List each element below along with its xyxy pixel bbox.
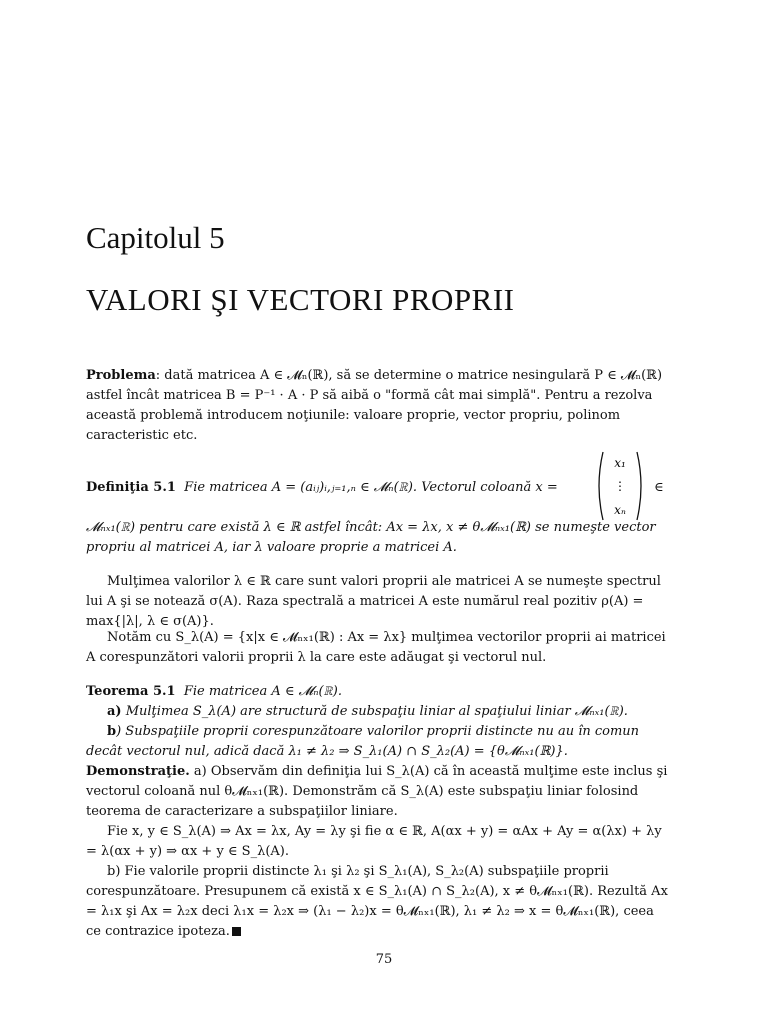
theorem-part-a: Mulţimea S_λ(A) are structură de subspaţiu liniar al spaţiului liniar 𝓜ₙₓ₁(ℝ). <box>125 704 628 719</box>
proof-part-b: b) Fie valorile proprii distincte λ₁ şi λ₂ şi S_λ₁(A), S_λ₂(A) subspaţiile proprii corespunzătoare. Presupunem că există x ∈ S_λ₁(A) ∩ S_λ₂(A), x ≠ θ𝓜ₙₓ₁(ℝ). Rezultă Ax = λ₁x şi Ax = λ₂x deci λ₁x = λ₂x ⇒ (λ₁ − λ₂)x = θ𝓜ₙₓ₁(ℝ), λ₁ ≠ λ₂ ⇒ x = θ𝓜ₙₓ₁(ℝ), ceea ce contrazice ipoteza. <box>86 864 668 939</box>
intro-lead: Problema <box>86 368 156 383</box>
theorem-statement: Fie matricea A ∈ 𝓜ₙ(ℝ). <box>183 684 342 699</box>
definition-line1: Fie matricea A = (aᵢⱼ)ᵢ,ⱼ₌₁,ₙ ∈ 𝓜ₙ(ℝ). Vectorul coloană x = <box>184 480 558 495</box>
theorem-label: Teorema 5.1 <box>86 684 176 699</box>
vector-top-entry: x₁ <box>614 456 626 470</box>
spectrum-paragraph <box>86 572 668 632</box>
page-number: 75 <box>375 952 393 967</box>
chapter-title: VALORI ŞI VECTORI PROPRII <box>86 282 515 317</box>
theorem-part-a-label: a) <box>107 704 122 719</box>
spectrum-text: Mulţimea valorilor λ ∈ ℝ care sunt valori proprii ale matricei A se numeşte spectrul lui A şi se notează σ(A). Raza spectrală a matricei A este numărul real pozitiv ρ(A) = max{|λ|, λ ∈ σ(A)}. <box>86 574 661 629</box>
theorem-part-b: ) Subspaţiile proprii corespunzătoare valorilor proprii distincte nu au în comun decât vectorul nul, adică dacă λ₁ ≠ λ₂ ⇒ S_λ₁(A) ∩ S_λ₂(A) = {θ𝓜ₙₓ₁(ℝ)}. <box>86 724 640 759</box>
subspace-paragraph <box>86 628 668 668</box>
theorem-part-b-label: b <box>107 724 117 739</box>
intro-text: : dată matricea A ∈ 𝓜ₙ(ℝ), să se determine o matrice nesingulară P ∈ 𝓜ₙ(ℝ) astfel încât matricea B = P⁻¹ · A · P să aibă o "formă cât mai simplă". Pentru a rezolva această problemă introducem noţiunile: valoare proprie, vector propriu, polinom caracteristic etc. <box>86 368 663 443</box>
definition-line2: 𝓜ₙₓ₁(ℝ) pentru care există λ ∈ ℝ astfel încât: Ax = λx, x ≠ θ𝓜ₙₓ₁(ℝ) se numeşte vector propriu al matricei A, iar λ valoare proprie a matricei A. <box>86 520 656 555</box>
subspace-text: Notăm cu S_λ(A) = {x|x ∈ 𝓜ₙₓ₁(ℝ) : Ax = λx} mulţimea vectorilor proprii ai matricei A corespunzători valorii proprii λ la care este adăugat şi vectorul nul. <box>86 630 666 665</box>
vector-mid-entry: ⋮ <box>614 479 626 493</box>
definition-label: Definiţia 5.1 <box>86 480 176 495</box>
qed-square-icon <box>232 927 241 936</box>
theorem-block <box>86 682 668 762</box>
column-vector-parentheses <box>594 450 646 522</box>
column-vector <box>594 450 646 522</box>
definition-continuation <box>86 518 668 558</box>
proof-label: Demonstraţie. <box>86 764 190 779</box>
proof-membership: Fie x, y ∈ S_λ(A) ⇒ Ax = λx, Ay = λy şi fie α ∈ ℝ, A(αx + y) = αAx + Ay = α(λx) + λy = λ(αx + y) ⇒ αx + y ∈ S_λ(A). <box>86 824 662 859</box>
proof-part-a: a) Observăm din definiţia lui S_λ(A) că în această mulţime este inclus şi vectorul coloană nul θ𝓜ₙₓ₁(ℝ). Demonstrăm că S_λ(A) este subspaţiu liniar folosind teorema de caracterizare a subspaţiilor liniare. <box>86 764 668 819</box>
vector-bottom-entry: xₙ <box>614 503 626 517</box>
intro-paragraph <box>86 366 668 446</box>
chapter-label: Capitolul 5 <box>86 220 225 255</box>
definition-first-line <box>86 478 592 498</box>
definition-in-symbol: ∈ <box>654 480 664 495</box>
proof-block <box>86 762 668 942</box>
